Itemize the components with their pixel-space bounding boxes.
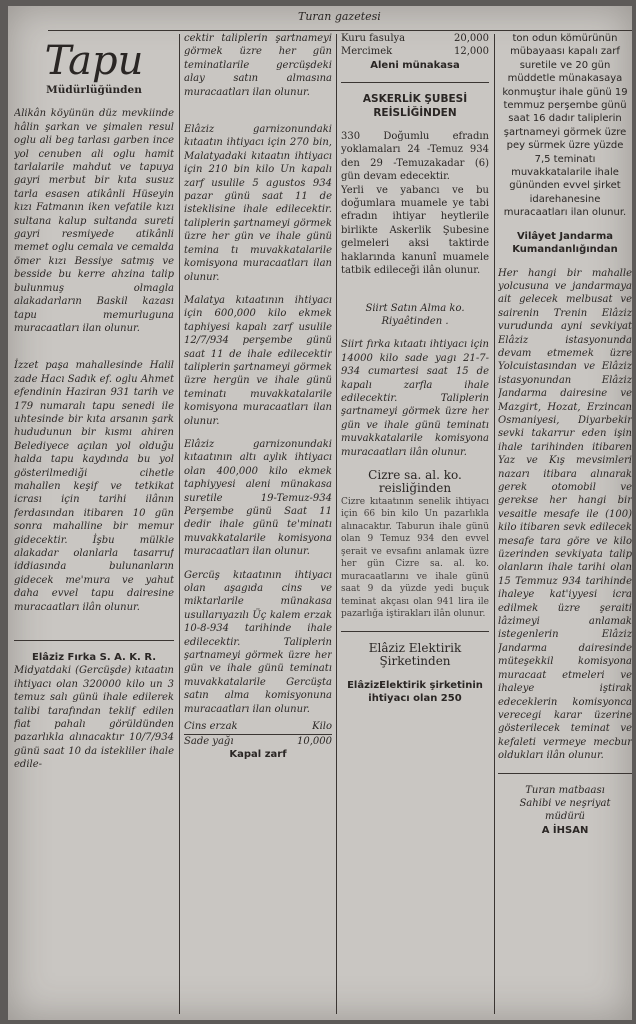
notice-title-askerlik: ASKERLİK ŞUBESİ xyxy=(362,93,468,106)
table-header xyxy=(184,720,332,734)
notice-subtitle: Aleni münakasa xyxy=(370,59,460,71)
signature-owner: Sahibi ve neşriyat müdürü xyxy=(519,797,611,823)
column-1 xyxy=(14,32,174,1014)
column-divider xyxy=(179,34,180,1014)
signature-printer: Turan matbaası xyxy=(525,784,605,796)
notice-text: İzzet paşa mahallesinde Halil zade Hacı Sadık ef. oglu Ahmet efendinin Haziran 931 tarih ve 179 numaralı tapu senedi ile uhtesinde bir kıta arsanın şark hududunun bir kısmı ahiren Belediyece açılan yol olduğu halda tapu kaydında bu yol gösterilmediği cihetle mahallen keşif ve tetkikat icrası için tarihi ilânın ferdasından itibaren 10 gün sonra mahalline bir memur gidecektir. İşbu mülkle alakadar olanlarla tasarruf iddiasında bulunanların gidecek me'mura ve yahut daha evvel tapu dairesine muracaatları ilân olunur. xyxy=(14,360,174,613)
section-divider xyxy=(341,82,489,83)
page-header xyxy=(48,6,632,31)
notice-text: Yerli ve yabancı ve bu doğumlara muamele ye tabi efradın ihtiyar heytlerile birlikte Askerlik Şubesine gelmeleri aksi taktirde haklarında kanunî muamele tatbik edileceği ilân olunur. xyxy=(341,184,489,277)
notice-text: ton odun kömürünün mübayaası kapalı zarf suretile ve 20 gün müddetle münakasaya konmuştur ihale günü 19 temmuz perşembe günü saat 16 dadır taliplerin şartnameyi görmek üzre pey sürmek üzre yüzde 7,5 teminatı muvakkatalarile ihale gününden evvel şirket idarehanesine muracaatları ilan olunur. xyxy=(502,33,628,219)
column-divider xyxy=(336,34,337,1014)
notice-subtitle-tapu: Müdürlüğünden xyxy=(46,84,142,96)
notice-text: Gercüş kıtaatının ihtiyacı olan aşagıda cins ve miktarlarile münakasa usullarıyazılı Üç kalem erzak 10-8-934 tarihinde ihale edilecektir. Taliplerin şartnameyi görmek üzre her gün ve ihale günü teminatı muvakkatalarile Gercüşta satın alma komisyonuna muracaatları ilan olunur. xyxy=(184,569,332,715)
column-divider xyxy=(494,34,495,1014)
notice-title-elektrik: Elâziz Elektirik xyxy=(368,640,462,655)
notice-title-askerlik: REİSLİĞİNDEN xyxy=(373,106,457,119)
notice-text: ElâzizElektirik şirketinin ihtiyacı olan 250 xyxy=(347,679,483,704)
notice-text: Her hangi bir mahalle yolcusuna ve jandarmaya ait gelecek melbusat ve sairenin Trenin Elâziz vurudunda ayni sevkiyat Elâziz istasyonunda devam etmemek üzre Yolcuistasından ve Elâziz istasyonundan Elâziz Jandarma dairesine ve Mazgirt, Hozat, Erzincan Osmaniyesi, Diyarbekir sevki takarrur eden işin ihale tarihinden itibaren Yaz ve Kış mevsimleri nazarı itibara alınarak gerek otomobil ve gerekse her hangi bir vesaitle mesafe ile (100) kilo itibaren sevk edilecek mesafe tara göre ve kilo üzerinden sevkiyata talip olanların ihale tarihi olan 15 Temmuz 934 tarihinde ihaleye kat'iyyesi icra edilmek üzre şeraiti lâzimeyi anlamak istegenlerin Elâziz Jandarma dairesinde müteşekkil komisyona muracaat etmeleri ve ihaleye iştirak edeceklerin komisyonca verecegi karar üzerine gösterilecek teminat ve kefaleti vermeye mecbur oldukları ilân olunur. xyxy=(498,267,632,762)
notice-text: Midyatdaki (Gercüşde) kıtaatın ihtiyacı olan 320000 kilo un 3 temuz salı günü ihale edilerek talibi tarafından teklif edilen fiat pahalı görüldünden pazarlıkla alınacaktır 10/7/934 günü saat 10 da istekliler ihale edile- xyxy=(14,665,174,771)
section-divider xyxy=(341,631,489,632)
notice-title-siirt: Siirt Satın Alma ko. Riyaêtinden . xyxy=(365,302,465,327)
column-3 xyxy=(341,32,489,1014)
table-footer: Kapal zarf xyxy=(229,748,287,760)
table-cell: Sade yağı xyxy=(184,735,234,747)
newspaper-page xyxy=(8,6,632,1020)
notice-title-jandarma: Kumandanlığından xyxy=(512,244,618,256)
table-cell: 10,000 xyxy=(297,735,332,747)
notice-title-cizre: Cizre sa. al. ko. xyxy=(368,467,462,482)
table-header-cell: Kilo xyxy=(312,721,332,733)
notice-text: Alikân köyünün düz mevkiinde hâlin şarkan ve şimalen resul oglu ali beg tarlası garben ince yol cenuben ali oglu hamit tarlalarile mahdut ve tapuya gayri merbut bir kıta susuz tarla esasen atikânli Hüseyin kızı Fatmanın iken vefatile kızı sultana kalup sultanda sureti gayri resmiyede atikânli memet oglu cemala ve cemalda ömer kızı Bessiye satmış ve besside bu kerre ahzina talip bulunmuş olmagla alakadarların Baskil kazası tapu memurluguna muracaatları ilan olunur. xyxy=(14,108,174,334)
column-4 xyxy=(498,32,632,1014)
notice-text: Cizre kıtaatının senelik ihtiyacı için 66 bin kilo Un pazarlıkla alınacaktır. Taburun ihale günü olan 9 Temuz 934 den evvel şerait ve evsafını anlamak üzre her gün Cizre sa. al. ko. muracaatlarını ve ihale günü saat 9 da yüzde yedi buçuk teminat akçası olan 941 lira ile pazarlığa iştirakları ilân olunur. xyxy=(341,496,489,620)
section-divider xyxy=(498,773,632,774)
notice-title-cizre: reisliğinden xyxy=(378,481,452,496)
list-item xyxy=(341,32,489,45)
notice-title-jandarma: Vilâyet Jandarma xyxy=(516,230,613,242)
notice-title-firka: Elâziz Fırka S. A. K. R. xyxy=(31,652,157,664)
list-item xyxy=(341,45,489,58)
list-item-name: Mercimek xyxy=(341,46,393,58)
notice-text: Elâziz garnizonundaki kıtaatın ihtiyacı için 270 bin, Malatyadaki kıtaatın ihtiyacı için 210 bin kilo Un kapalı zarf usulile 5 agustos 934 pazar günü saat 11 de isteklisine ihale edilecektir. taliplerin şartnameyi görmek üzre her gün ve ihale günü temina tı muvakkatalarile komisyona muracaatları ilan olunur. xyxy=(184,124,332,283)
list-item-qty: 20,000 xyxy=(454,33,489,44)
notice-title-elektrik: Şirketinden xyxy=(379,654,451,669)
table-header-cell: Cins erzak xyxy=(184,721,238,733)
notice-text: cektir taliplerin şartnameyi görmek üzre her gün teminatlarile gercüşdeki alay satın almasına muracaatları ilan olunur. xyxy=(184,33,332,98)
notice-text: Elâziz garnizonundaki kıtaatının altı aylık ihtiyacı olan 400,000 kilo ekmek taphiyyesi aleni münakasa suretile 19-Temuz-934 Perşembe günü Saat 11 dedir ihale günü te'minatı muvakkatalarile komisyona muracaatları ilan olunur. xyxy=(184,438,332,558)
notice-text: 330 Doğumlu efradın yoklamaları 24 -Temuz 934 den 29 -Temuzakadar (6) gün devam edecektir. xyxy=(341,131,489,183)
notice-text: Siirt fırka kıtaatı ihtiyacı için 14000 kilo sade yagı 21-7-934 cumartesi saat 15 de kapalı zarfla ihale edilecektir. Taliplerin şartnameyi görmek üzre her gün ve ihale günü teminatı muvakkatalarile komisyona muracaatları ilân olunur. xyxy=(341,339,489,458)
section-divider xyxy=(14,640,174,641)
table-row xyxy=(184,735,332,748)
signature-name: A İHSAN xyxy=(541,824,589,836)
column-2 xyxy=(184,32,332,1014)
notice-text: Malatya kıtaatının ihtiyacı için 600,000 kilo ekmek taphiyesi kapalı zarf usulile 12/7/934 perşembe günü saat 11 de ihale edilecektir taliplerin şartnameyi görmek üzre hergün ve ihale günü teminatı muvakkatalarile komisyona muracaatları ilan olunur. xyxy=(184,294,332,427)
notice-title-tapu: Tapu xyxy=(44,38,144,84)
list-item-name: Kuru fasulya xyxy=(341,33,406,44)
list-item-qty: 12,000 xyxy=(454,46,489,58)
newspaper-title: Turan gazetesi xyxy=(298,10,381,23)
